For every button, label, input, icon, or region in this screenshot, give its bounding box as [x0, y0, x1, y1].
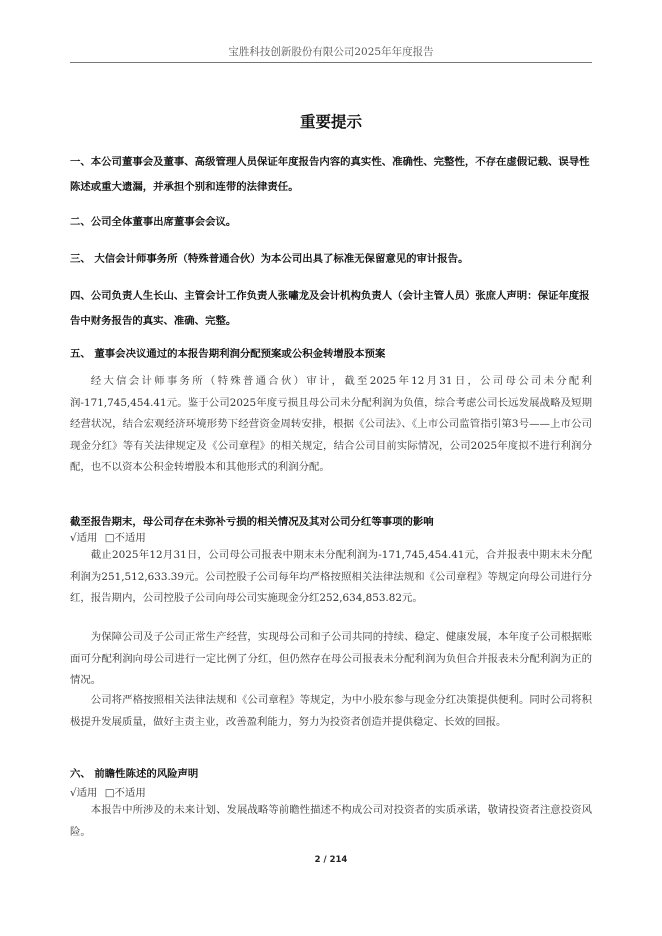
risk-statement-paragraph: 本报告中所涉及的未来计划、发展战略等前瞻性描述不构成公司对投资者的实质承诺，敬请投资者注意投资风险。	[70, 804, 592, 838]
page-number: 2 / 214	[314, 855, 348, 865]
loss-paragraph-1: 截止2025年12月31日，公司母公司报表中期末未分配利润为-171,745,454.41元，合并报表中期末未分配利润为251,512,633.39元。公司控股子公司每年均严格按照相关法律法规和《公司章程》等规定向母公司进行分红，报告期内，公司控股子公司向母公司实施现金分红252,634,853.82元。	[70, 549, 592, 604]
risk-section-heading: 六、 前瞻性陈述的风险声明	[70, 768, 199, 780]
loss-applicability	[70, 530, 150, 546]
loss-paragraph-3: 公司将严格按照相关法律法规和《公司章程》等规定，为中小股东参与现金分红决策提供便利。同时公司将积极提升发展质量，做好主责主业，改善盈利能力，努力为投资者创造并提供稳定、长效的回报。	[70, 694, 592, 728]
notice-item-3: 三、 大信会计师事务所（特殊普通合伙）为本公司出具了标准无保留意见的审计报告。	[70, 253, 469, 265]
report-header: 宝胜科技创新股份有限公司2025年年度报告	[228, 46, 434, 58]
header-divider	[70, 62, 592, 63]
page-title: 重要提示	[299, 113, 362, 131]
applicable-checkbox: √适用	[70, 787, 98, 799]
profit-distribution-paragraph: 经大信会计师事务所（特殊普通合伙）审计，截至2025年12月31日，公司母公司未分配利润-171,745,454.41元。鉴于公司2025年度亏损且母公司未分配利润为负值，综合考虑公司长远发展战略及短期经营状况，结合宏观经济环境形势下经营资金周转安排，根据《公司法》、《上市公司监管指引第3号——上市公司现金分红》等有关法律规定及《公司章程》的相关规定，结合公司目前实际情况，公司2025年度拟不进行利润分配，也不以资本公积金转增股本和其他形式的利润分配。	[70, 375, 592, 473]
loss-paragraph-2: 为保障公司及子公司正常生产经营，实现母公司和子公司共同的持续、稳定、健康发展，本年度子公司根据账面可分配利润向母公司进行一定比例了分红，但仍然存在母公司报表未分配利润为负但合并报表未分配利润为正的情况。	[70, 631, 592, 686]
loss-section-heading: 截至报告期末，母公司存在未弥补亏损的相关情况及其对公司分红等事项的影响	[70, 516, 434, 528]
not-applicable-checkbox: □不适用	[104, 787, 146, 799]
notice-item-5-heading: 五、 董事会决议通过的本报告期利润分配预案或公积金转增股本预案	[70, 348, 386, 360]
notice-item-4: 四、公司负责人生长山、主管会计工作负责人张嘯龙及会计机构负责人（会计主管人员）张庶人声明：保证年度报告中财务报告的真实、准确、完整。	[70, 290, 590, 327]
notice-item-2: 二、公司全体董事出席董事会会议。	[70, 216, 237, 228]
notice-item-1: 一、本公司董事会及董事、高级管理人员保证年度报告内容的真实性、准确性、完整性，不存在虚假记载、误导性陈述或重大遗漏，并承担个别和连带的法律责任。	[70, 156, 590, 193]
applicable-checkbox: √适用	[70, 532, 98, 544]
not-applicable-checkbox: □不适用	[104, 532, 146, 544]
risk-applicability	[70, 785, 150, 801]
